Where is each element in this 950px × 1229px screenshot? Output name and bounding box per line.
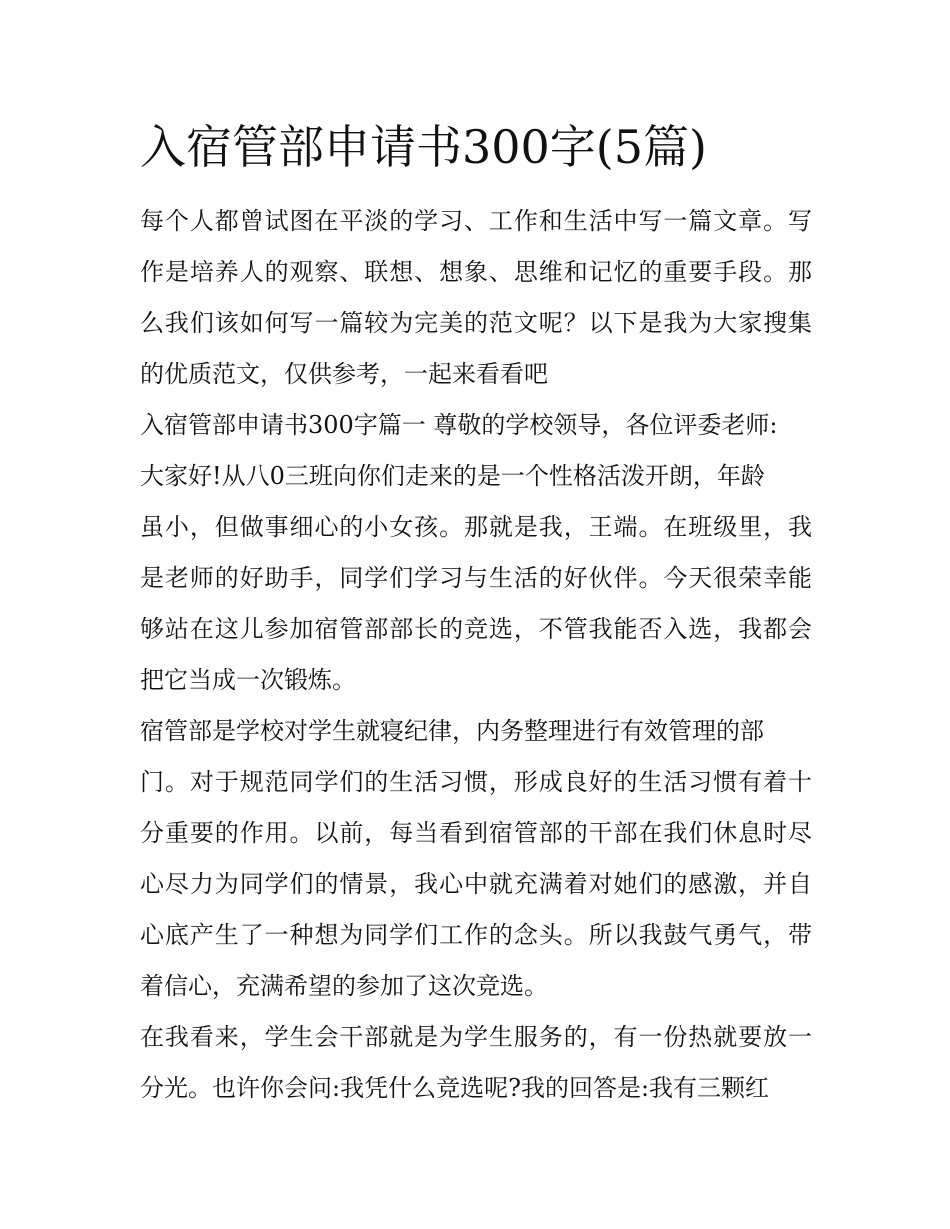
text-line: 每个人都曾试图在平淡的学习、工作和生活中写一篇文章。写	[140, 207, 812, 235]
text-line: 大家好!从八0三班向你们走来的是一个性格活泼开朗，年龄	[140, 462, 765, 490]
document-title: 入宿管部申请书300字(5篇)	[140, 120, 707, 174]
text-line: 么我们该如何写一篇较为完美的范文呢？以下是我为大家搜集	[140, 309, 812, 337]
text-line: 心尽力为同学们的情景，我心中就充满着对她们的感激，并自	[140, 870, 812, 898]
text-line: 宿管部是学校对学生就寝纪律，内务整理进行有效管理的部	[140, 717, 764, 745]
text-line: 把它当成一次锻炼。	[140, 666, 356, 694]
text-line: 是老师的好助手，同学们学习与生活的好伙伴。今天很荣幸能	[140, 564, 812, 592]
text-line: 分重要的作用。以前，每当看到宿管部的干部在我们休息时尽	[140, 819, 812, 847]
text-line: 入宿管部申请书300字篇一 尊敬的学校领导，各位评委老师:	[140, 411, 778, 439]
text-line: 门。对于规范同学们的生活习惯，形成良好的生活习惯有着十	[140, 768, 812, 796]
text-line: 的优质范文，仅供参考，一起来看看吧	[140, 360, 548, 388]
text-line: 在我看来，学生会干部就是为学生服务的，有一份热就要放一	[140, 1023, 812, 1051]
document-body	[140, 196, 812, 1114]
text-line: 虽小，但做事细心的小女孩。那就是我，王端。在班级里，我	[140, 513, 812, 541]
text-line: 着信心，充满希望的参加了这次竞选。	[140, 972, 548, 1000]
text-line: 够站在这儿参加宿管部部长的竞选，不管我能否入选，我都会	[140, 615, 812, 643]
text-line: 作是培养人的观察、联想、想象、思维和记忆的重要手段。那	[140, 258, 812, 286]
text-line: 心底产生了一种想为同学们工作的念头。所以我鼓气勇气，带	[140, 921, 812, 949]
text-line: 分光。也许你会问:我凭什么竞选呢?我的回答是:我有三颗红	[140, 1074, 770, 1102]
